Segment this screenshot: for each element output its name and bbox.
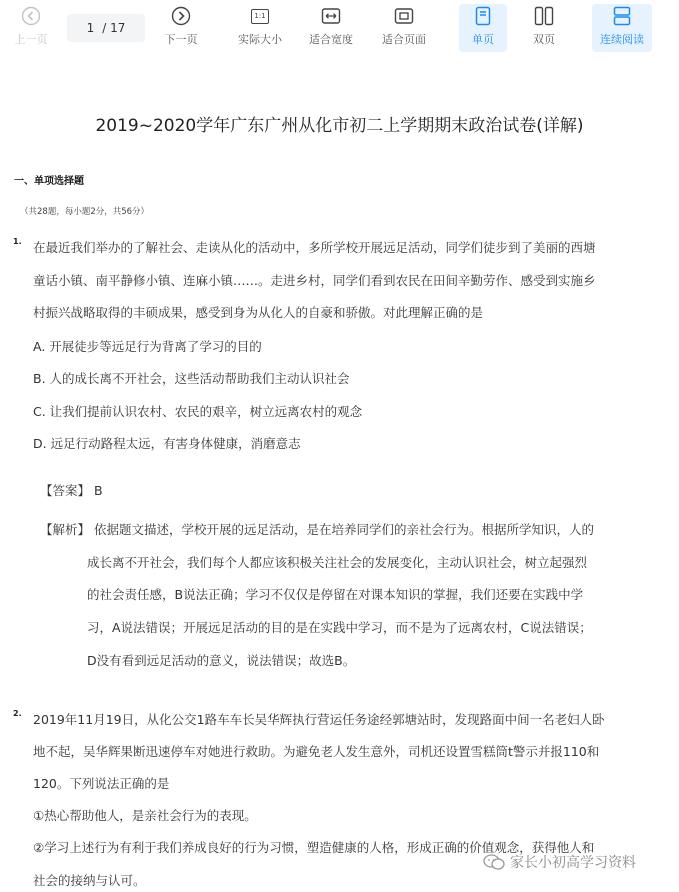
section-note: （共28题，每小题2分，共56分） bbox=[20, 207, 150, 217]
double-page-label: 双页 bbox=[533, 33, 555, 46]
statement-line: 社会的接纳与认可。 bbox=[33, 873, 146, 888]
fit-width-button[interactable] bbox=[303, 4, 359, 52]
wechat-icon bbox=[483, 854, 505, 870]
actual-size-icon bbox=[251, 4, 269, 28]
statement-line: ②学习上述行为有利于我们养成良好的行为习惯，塑造健康的人格，形成正确的价值观念，获得他人和 bbox=[33, 840, 595, 855]
statement-line: ①热心帮助他人，是亲社会行为的表现。 bbox=[33, 808, 257, 823]
double-page-button[interactable] bbox=[520, 4, 568, 52]
question-number: 2. bbox=[13, 709, 22, 718]
document-title: 2019~2020学年广东广州从化市初二上学期期末政治试卷(详解) bbox=[95, 116, 584, 136]
analysis-line: 习，A说法错误；开展远足活动的目的是在实践中学习，而不是为了远离农村，C说法错误； bbox=[87, 620, 592, 635]
page-total: / 17 bbox=[102, 21, 126, 35]
actual-size-button[interactable] bbox=[232, 4, 288, 52]
prev-page-label: 上一页 bbox=[14, 33, 48, 46]
chevron-right-circle-icon bbox=[171, 4, 191, 28]
option-c: C. 让我们提前认识农村、农民的艰辛，树立远离农村的观念 bbox=[33, 404, 363, 419]
section-heading: 一、单项选择题 bbox=[14, 176, 84, 187]
page-indicator[interactable] bbox=[67, 14, 145, 42]
fit-width-label: 适合宽度 bbox=[309, 33, 353, 46]
fit-width-icon bbox=[321, 4, 341, 28]
double-page-icon bbox=[534, 4, 554, 28]
option-b: B. 人的成长离不开社会，这些活动帮助我们主动认识社会 bbox=[33, 371, 350, 386]
single-page-icon bbox=[475, 4, 491, 28]
answer-line: 【答案】 B bbox=[40, 483, 103, 498]
continuous-read-button[interactable] bbox=[592, 4, 652, 52]
actual-size-glyph: 1:1 bbox=[251, 9, 269, 24]
continuous-read-label: 连续阅读 bbox=[600, 33, 644, 46]
page-current-input[interactable]: 1 bbox=[86, 21, 95, 35]
watermark-text: 家长小初高学习资料 bbox=[510, 855, 636, 871]
question-stem-line: 地不起，吴华辉果断迅速停车对她进行救助。为避免老人发生意外，司机还设置雪糕筒t警示并报110和 bbox=[33, 744, 600, 759]
fit-page-icon bbox=[394, 4, 414, 28]
single-page-label: 单页 bbox=[472, 33, 494, 46]
prev-page-button[interactable] bbox=[8, 4, 54, 52]
question-stem-line: 童话小镇、南平静修小镇、连麻小镇……。走进乡村，同学们看到农民在田间辛勤劳作、感受到实施乡 bbox=[33, 273, 596, 288]
single-page-button[interactable] bbox=[459, 4, 507, 52]
analysis-line: D没有看到远足活动的意义，说法错误；故选B。 bbox=[87, 653, 356, 668]
next-page-label: 下一页 bbox=[164, 33, 198, 46]
fit-page-label: 适合页面 bbox=[382, 33, 426, 46]
option-d: D. 远足行动路程太远，有害身体健康，消磨意志 bbox=[33, 436, 301, 451]
viewer-toolbar bbox=[0, 0, 679, 56]
analysis-line: 的社会责任感，B说法正确；学习不仅仅是停留在对课本知识的掌握，我们还要在实践中学 bbox=[87, 587, 584, 602]
analysis-line: 成长离不开社会，我们每个人都应该积极关注社会的发展变化，主动认识社会，树立起强烈 bbox=[87, 555, 588, 570]
question-stem-line: 2019年11月19日，从化公交1路车车长吴华辉执行营运任务途经郭塘站时，发现路面中间一名老妇人卧 bbox=[33, 712, 605, 727]
question-stem-line: 120。下列说法正确的是 bbox=[33, 776, 170, 791]
fit-page-button[interactable] bbox=[376, 4, 432, 52]
chevron-left-circle-icon bbox=[21, 4, 41, 28]
question-stem-line: 在最近我们举办的了解社会、走读从化的活动中，多所学校开展远足活动，同学们徒步到了美丽的西塘 bbox=[33, 240, 596, 255]
option-a: A. 开展徒步等远足行为背离了学习的目的 bbox=[33, 339, 262, 354]
question-stem-line: 村振兴战略取得的丰硕成果，感受到身为从化人的自豪和骄傲。对此理解正确的是 bbox=[33, 305, 484, 320]
watermark bbox=[483, 852, 636, 872]
question-number: 1. bbox=[13, 237, 22, 246]
next-page-button[interactable] bbox=[158, 4, 204, 52]
actual-size-label: 实际大小 bbox=[238, 33, 282, 46]
analysis-line: 【解析】 依据题文描述，学校开展的远足活动，是在培养同学们的亲社会行为。根据所学知识，人的 bbox=[40, 522, 594, 537]
continuous-read-icon bbox=[613, 4, 631, 28]
